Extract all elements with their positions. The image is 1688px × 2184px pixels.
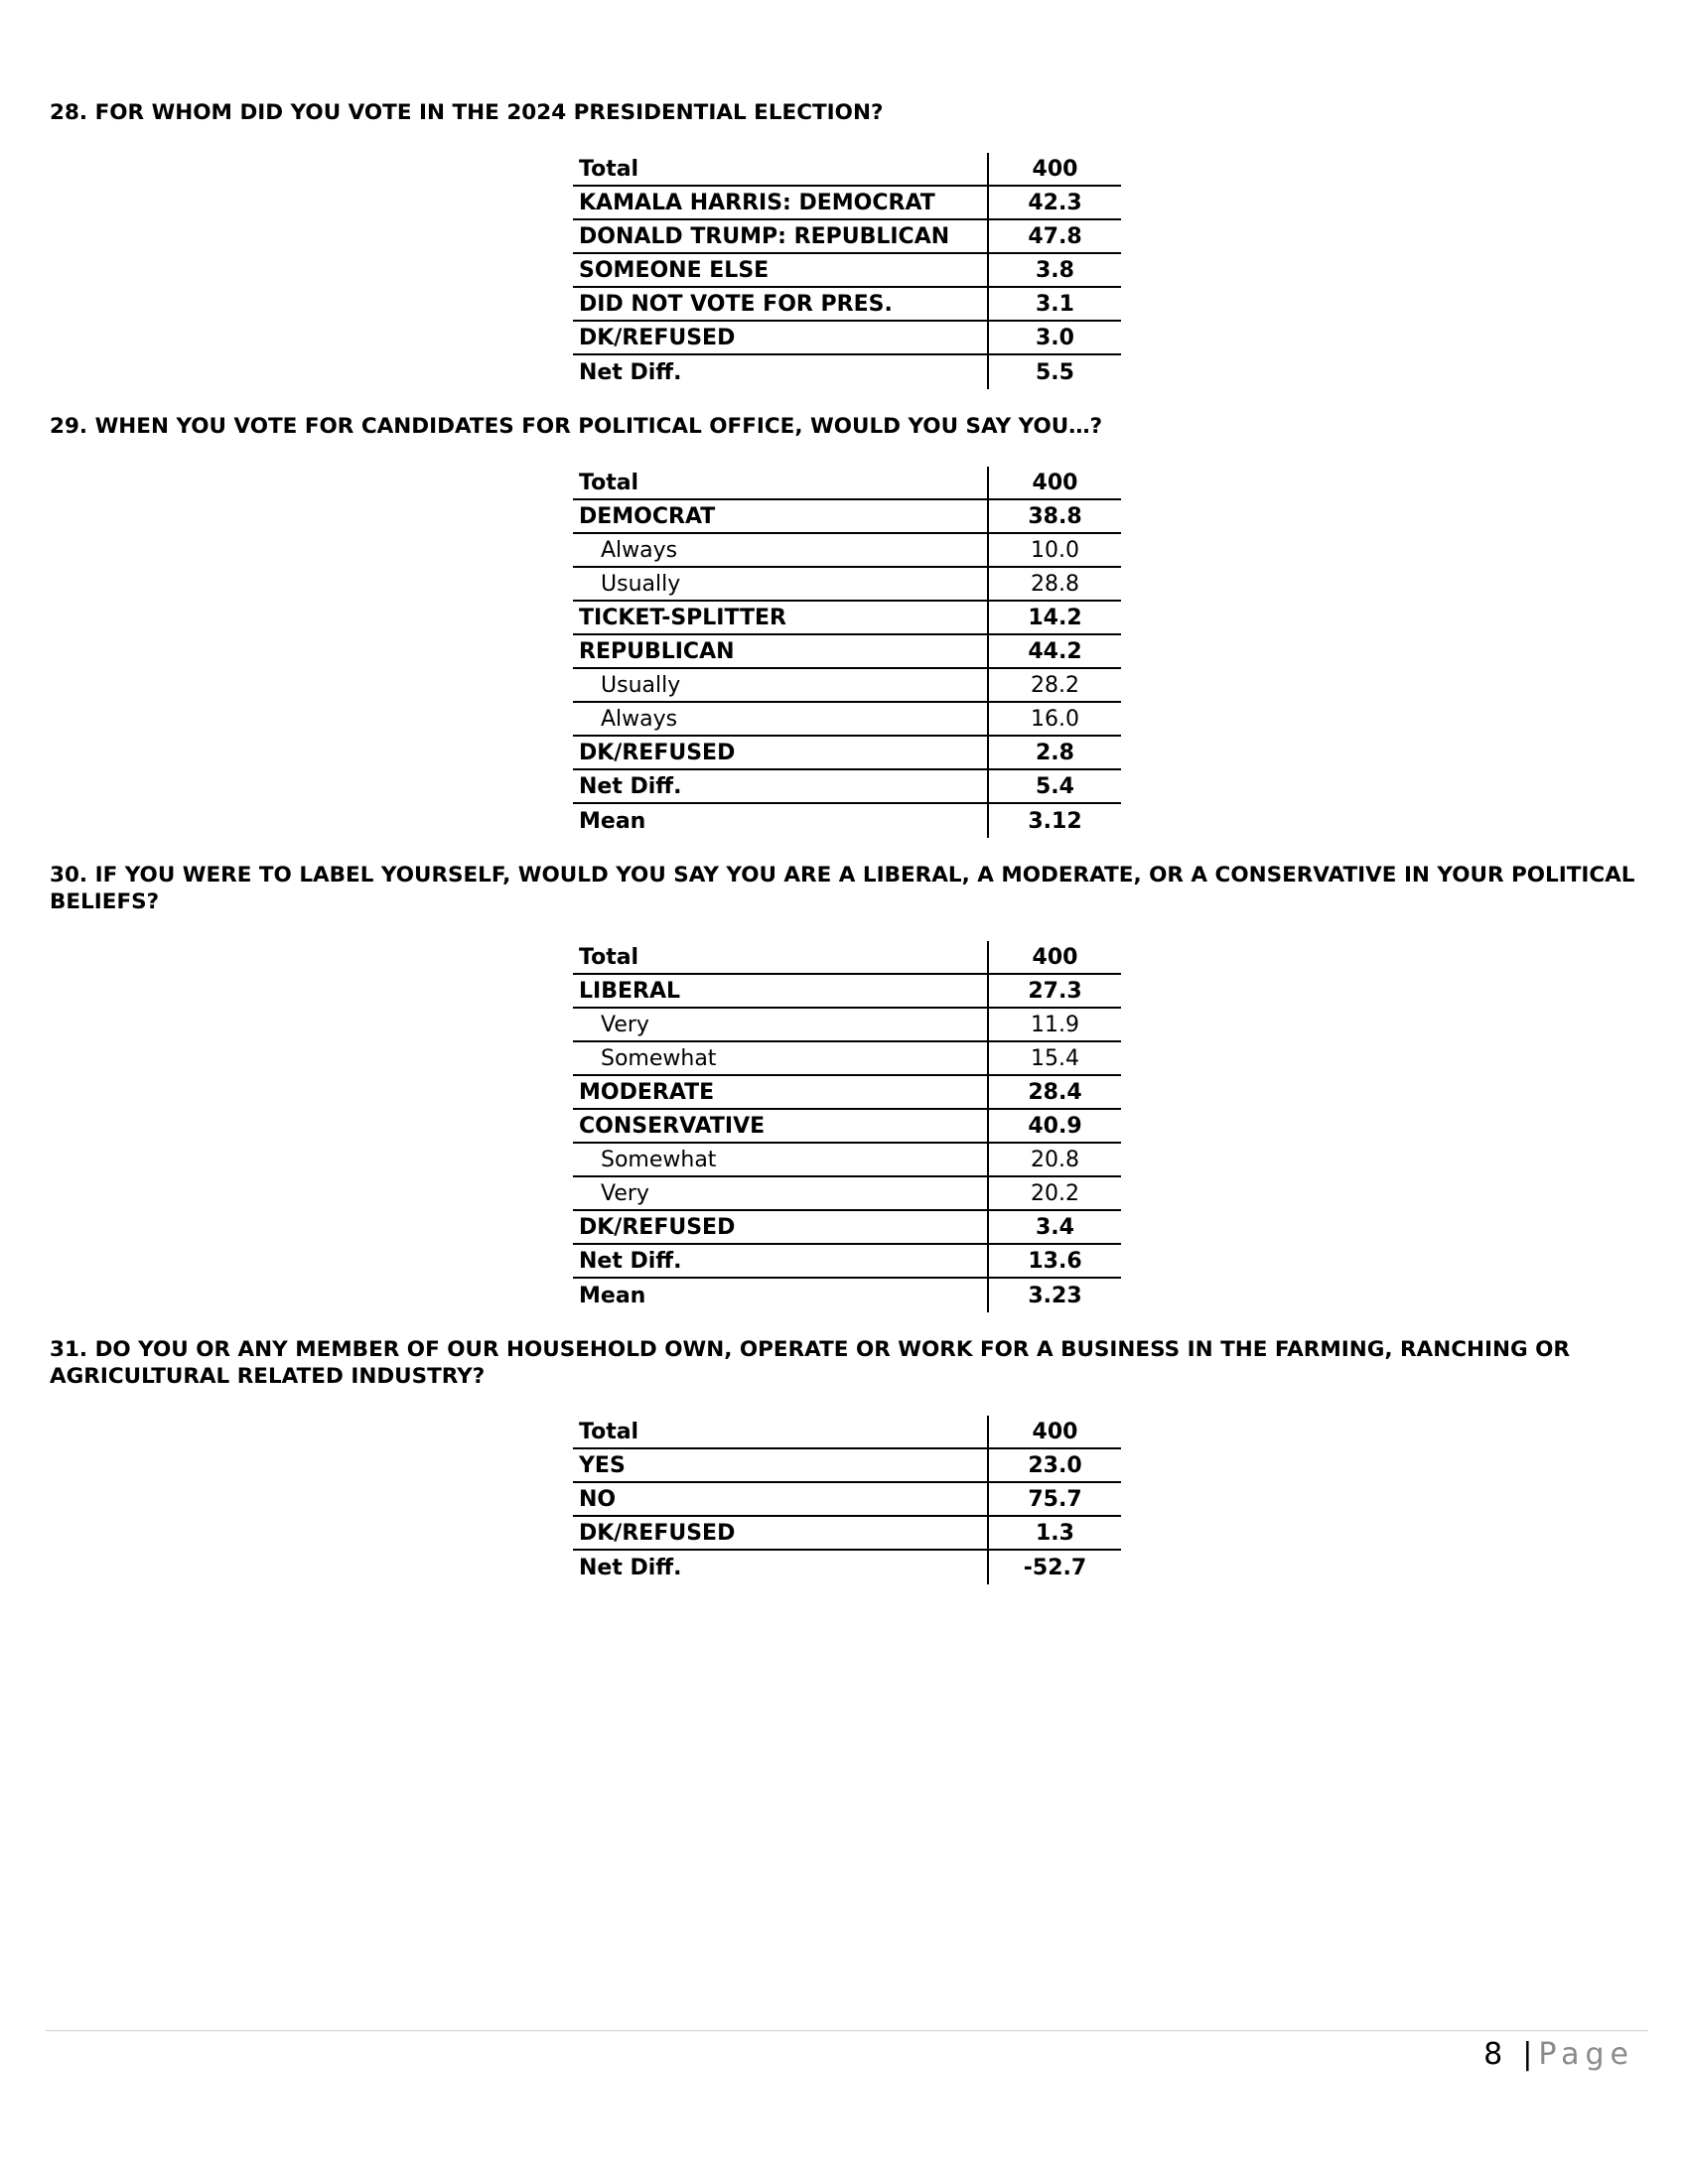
row-label: Somewhat (573, 1042, 987, 1076)
row-label: MODERATE (573, 1076, 987, 1110)
table-row (573, 187, 1121, 220)
row-label: Net Diff. (573, 1245, 987, 1279)
row-label: Total (573, 153, 987, 187)
table-row (573, 322, 1121, 355)
table-row (573, 1551, 1121, 1584)
row-value: 5.4 (987, 770, 1121, 804)
row-value: 14.2 (987, 602, 1121, 635)
row-value: 44.2 (987, 635, 1121, 669)
table-row (573, 1076, 1121, 1110)
row-label: Net Diff. (579, 359, 682, 385)
row-label: DK/REFUSED (573, 322, 987, 355)
row-label: REPUBLICAN (573, 635, 987, 669)
row-value: 400 (987, 1416, 1121, 1449)
page-footer (1483, 2037, 1634, 2072)
question-29-title: 29. WHEN YOU VOTE FOR CANDIDATES FOR POLITICAL OFFICE, WOULD YOU SAY YOU…? (50, 414, 1103, 439)
footer-divider (46, 2030, 1648, 2031)
row-label: DK/REFUSED (573, 737, 987, 770)
table-row (573, 254, 1121, 288)
row-value: 3.1 (987, 288, 1121, 322)
table-row (573, 153, 1121, 187)
row-label: KAMALA HARRIS: DEMOCRAT (573, 187, 987, 220)
table-row (573, 1211, 1121, 1245)
row-value: 38.8 (987, 500, 1121, 534)
row-label: Very (573, 1009, 987, 1042)
row-value: 11.9 (987, 1009, 1121, 1042)
row-label: DK/REFUSED (573, 1211, 987, 1245)
row-label: Somewhat (573, 1144, 987, 1177)
row-label: Total (573, 1416, 987, 1449)
table-row (573, 703, 1121, 737)
row-label: Net Diff. (579, 1555, 682, 1580)
row-value: 3.12 (987, 804, 1121, 838)
row-label: CONSERVATIVE (573, 1110, 987, 1144)
row-value: 28.2 (987, 669, 1121, 703)
table-row (573, 1449, 1121, 1483)
table-row (573, 1517, 1121, 1551)
row-value: 400 (987, 467, 1121, 500)
table-row (573, 355, 1121, 389)
row-label: DEMOCRAT (573, 500, 987, 534)
row-value: 13.6 (987, 1245, 1121, 1279)
row-value: 20.8 (987, 1144, 1121, 1177)
row-label: DK/REFUSED (573, 1517, 987, 1551)
row-value: 3.4 (987, 1211, 1121, 1245)
row-value: 28.4 (987, 1076, 1121, 1110)
row-value: 16.0 (987, 703, 1121, 737)
row-value: 40.9 (987, 1110, 1121, 1144)
row-value: 27.3 (987, 975, 1121, 1009)
table-row (573, 1416, 1121, 1449)
table-row (573, 1279, 1121, 1312)
table-row (573, 1245, 1121, 1279)
page-label: Page (1538, 2037, 1634, 2072)
row-value: 3.8 (987, 254, 1121, 288)
table-row (573, 1110, 1121, 1144)
row-value: 47.8 (987, 220, 1121, 254)
table-row (573, 1144, 1121, 1177)
table-row (573, 770, 1121, 804)
question-28-table (573, 153, 1121, 389)
row-value: 1.3 (987, 1517, 1121, 1551)
table-row (573, 568, 1121, 602)
row-value: 3.0 (987, 322, 1121, 355)
row-label: Very (573, 1177, 987, 1211)
footer-separator: | (1522, 2037, 1533, 2072)
table-row (573, 941, 1121, 975)
row-value: 28.8 (987, 568, 1121, 602)
row-label: DONALD TRUMP: REPUBLICAN (573, 220, 987, 254)
row-label: DID NOT VOTE FOR PRES. (573, 288, 987, 322)
row-label: SOMEONE ELSE (573, 254, 987, 288)
table-row (573, 467, 1121, 500)
row-label: LIBERAL (573, 975, 987, 1009)
row-label: Mean (579, 1283, 646, 1308)
table-row (573, 534, 1121, 568)
table-row (573, 1483, 1121, 1517)
row-label: YES (573, 1449, 987, 1483)
table-row (573, 1177, 1121, 1211)
row-label: Usually (573, 568, 987, 602)
table-row (573, 804, 1121, 838)
row-value: 5.5 (987, 355, 1121, 389)
row-label: Mean (579, 808, 646, 834)
table-row (573, 669, 1121, 703)
row-value: 400 (987, 941, 1121, 975)
question-28-title: 28. FOR WHOM DID YOU VOTE IN THE 2024 PRESIDENTIAL ELECTION? (50, 100, 884, 125)
row-label: Always (573, 703, 987, 737)
row-label: TICKET-SPLITTER (573, 602, 987, 635)
row-value: 400 (987, 153, 1121, 187)
row-value: 75.7 (987, 1483, 1121, 1517)
row-label: Net Diff. (573, 770, 987, 804)
question-31-title: 31. DO YOU OR ANY MEMBER OF OUR HOUSEHOLD OWN, OPERATE OR WORK FOR A BUSINESS IN THE FARMING, RANCHING OR AGRICULTURAL RELATED INDUSTRY? (50, 1337, 1570, 1389)
row-value: 23.0 (987, 1449, 1121, 1483)
table-row (573, 220, 1121, 254)
table-row (573, 1009, 1121, 1042)
row-value: 20.2 (987, 1177, 1121, 1211)
table-row (573, 1042, 1121, 1076)
row-label: Total (573, 941, 987, 975)
row-value: 15.4 (987, 1042, 1121, 1076)
page-number: 8 (1483, 2037, 1503, 2072)
question-30-table (573, 941, 1121, 1312)
row-label: Total (573, 467, 987, 500)
table-row (573, 975, 1121, 1009)
table-row (573, 737, 1121, 770)
row-value: -52.7 (987, 1551, 1121, 1584)
row-value: 2.8 (987, 737, 1121, 770)
table-row (573, 288, 1121, 322)
question-31-table (573, 1416, 1121, 1584)
table-row (573, 635, 1121, 669)
table-row (573, 500, 1121, 534)
row-value: 10.0 (987, 534, 1121, 568)
question-30-title: 30. IF YOU WERE TO LABEL YOURSELF, WOULD YOU SAY YOU ARE A LIBERAL, A MODERATE, OR A CONSERVATIVE IN YOUR POLITICAL BELIEFS? (50, 863, 1635, 914)
row-label: Usually (573, 669, 987, 703)
row-label: Always (573, 534, 987, 568)
table-row (573, 602, 1121, 635)
row-value: 42.3 (987, 187, 1121, 220)
row-value: 3.23 (987, 1279, 1121, 1312)
row-label: NO (573, 1483, 987, 1517)
question-29-table (573, 467, 1121, 838)
